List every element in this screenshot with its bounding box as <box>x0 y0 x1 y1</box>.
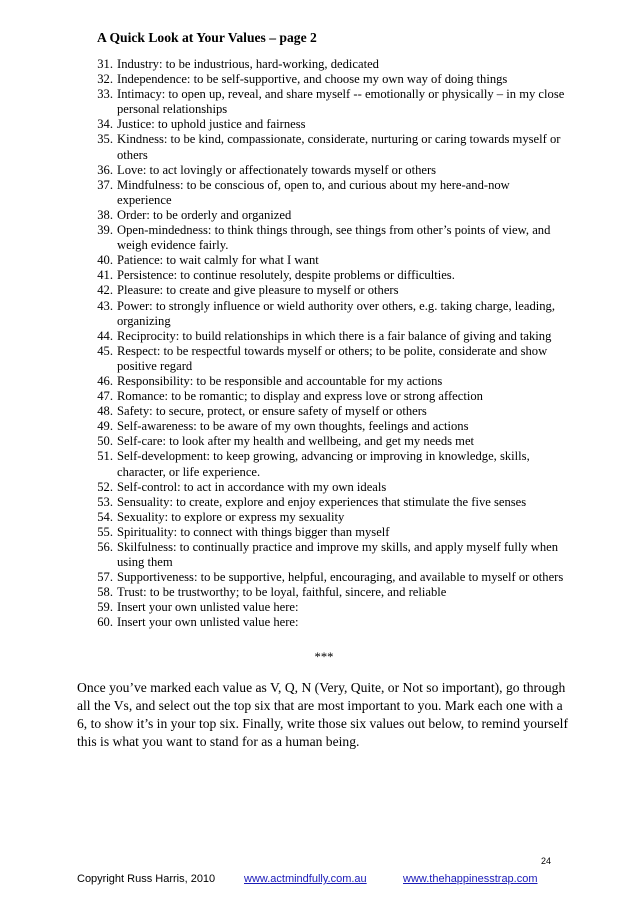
footer-link-happinesstrap[interactable]: www.thehappinesstrap.com <box>403 873 538 885</box>
list-item-text: Independence: to be self-supportive, and choose my own way of doing things <box>117 72 508 87</box>
list-item-number: 54. <box>97 509 113 524</box>
list-item-number: 59. <box>97 600 113 615</box>
list-item-number: 55. <box>97 524 113 539</box>
list-item <box>0 510 638 525</box>
list-item <box>0 253 638 268</box>
list-item <box>0 57 638 72</box>
list-item-number: 49. <box>97 419 113 434</box>
list-item <box>0 585 638 600</box>
list-item-text: Patience: to wait calmly for what I want <box>117 253 319 268</box>
list-item-text: Self-development: to keep growing, advancing or improving in knowledge, skills, character, or life experience. <box>117 449 530 479</box>
list-item-number: 52. <box>97 479 113 494</box>
list-item <box>0 268 638 283</box>
list-item-text: Self-care: to look after my health and wellbeing, and get my needs met <box>117 434 475 449</box>
footer-copyright: Copyright Russ Harris, 2010 <box>77 873 216 885</box>
list-item-text: Intimacy: to open up, reveal, and share myself -- emotionally or physically – in my close personal relationships <box>117 87 565 117</box>
list-item <box>0 389 638 404</box>
list-item <box>0 163 638 178</box>
list-item-number: 48. <box>97 404 113 419</box>
list-item-text: Open-mindedness: to think things through, see things from other’s points of view, and weigh evidence fairly. <box>117 223 551 253</box>
list-item-number: 35. <box>97 132 113 147</box>
list-item <box>0 434 638 449</box>
list-item-number: 60. <box>97 615 113 630</box>
list-item <box>0 117 638 132</box>
list-item-text: Supportiveness: to be supportive, helpful, encouraging, and available to myself or others <box>117 570 564 585</box>
list-item-number: 40. <box>97 253 113 268</box>
list-item-text: Self-awareness: to be aware of my own thoughts, feelings and actions <box>117 419 469 434</box>
list-item-number: 41. <box>97 268 113 283</box>
list-item <box>0 525 638 540</box>
instructions-paragraph: Once you’ve marked each value as V, Q, N (Very, Quite, or Not so important), go through all the Vs, and select out the top six that are most important to you. Mark each one with a 6, to show it’s in your top six. Finally, write those six values out below, to remind yourself this is what you want to stand for as a human being. <box>77 680 568 749</box>
list-item <box>0 329 638 344</box>
list-item-text: Mindfulness: to be conscious of, open to, and curious about my here-and-now experience <box>117 177 510 207</box>
list-item-number: 38. <box>97 207 113 222</box>
list-item <box>0 344 638 374</box>
list-item <box>0 72 638 87</box>
list-item-number: 42. <box>97 283 113 298</box>
list-item <box>0 87 638 117</box>
list-item-number: 33. <box>97 87 113 102</box>
list-item-text: Safety: to secure, protect, or ensure safety of myself or others <box>117 404 427 419</box>
list-item-text: Pleasure: to create and give pleasure to myself or others <box>117 283 399 298</box>
list-item <box>0 570 638 585</box>
list-item <box>0 283 638 298</box>
list-item-number: 53. <box>97 494 113 509</box>
list-item <box>0 419 638 434</box>
list-item-text: Kindness: to be kind, compassionate, considerate, nurturing or caring towards myself or others <box>117 132 561 162</box>
list-item-text: Sensuality: to create, explore and enjoy experiences that stimulate the five senses <box>117 494 527 509</box>
list-item <box>0 540 638 570</box>
list-item-text: Justice: to uphold justice and fairness <box>117 117 306 132</box>
page-number: 24 <box>541 856 552 866</box>
list-item-number: 47. <box>97 389 113 404</box>
footer-link-actmindfully[interactable]: www.actmindfully.com.au <box>244 873 367 885</box>
list-item-number: 36. <box>97 162 113 177</box>
list-item-number: 45. <box>97 343 113 358</box>
list-item-number: 31. <box>97 57 113 71</box>
list-item-number: 57. <box>97 570 113 585</box>
list-item <box>0 299 638 329</box>
list-item-text: Self-control: to act in accordance with my own ideals <box>117 479 387 494</box>
list-item <box>0 374 638 389</box>
list-item-text: Responsibility: to be responsible and accountable for my actions <box>117 373 443 388</box>
list-item-text: Respect: to be respectful towards myself or others; to be polite, considerate and show positive regard <box>117 343 548 373</box>
list-item-number: 43. <box>97 298 113 313</box>
list-item <box>0 480 638 495</box>
list-item-number: 46. <box>97 373 113 388</box>
list-item <box>0 208 638 223</box>
list-item-text: Reciprocity: to build relationships in which there is a fair balance of giving and taking <box>117 328 552 343</box>
list-item-number: 56. <box>97 540 113 554</box>
list-item <box>0 132 638 162</box>
list-item-number: 51. <box>97 449 113 464</box>
list-item-text: Persistence: to continue resolutely, despite problems or difficulties. <box>117 268 455 283</box>
list-item-number: 37. <box>97 177 113 192</box>
list-item-number: 34. <box>97 117 113 132</box>
footer <box>0 873 638 889</box>
list-item-number: 44. <box>97 328 113 343</box>
list-item-number: 32. <box>97 72 113 87</box>
list-item-text: Trust: to be trustworthy; to be loyal, faithful, sincere, and reliable <box>117 585 447 600</box>
list-item-text: Order: to be orderly and organized <box>117 207 292 222</box>
list-item <box>0 600 638 615</box>
page-title: A Quick Look at Your Values – page 2 <box>97 30 317 45</box>
list-item-text: Skilfulness: to continually practice and improve my skills, and apply myself fully when using them <box>117 540 559 570</box>
list-item-text: Power: to strongly influence or wield authority over others, e.g. taking charge, leading, organizing <box>117 298 555 328</box>
list-item <box>0 178 638 208</box>
list-item <box>0 449 638 479</box>
values-list <box>0 57 638 631</box>
list-item-number: 50. <box>97 434 113 449</box>
list-item-text: Romance: to be romantic; to display and express love or strong affection <box>117 389 483 404</box>
list-item-number: 39. <box>97 223 113 238</box>
list-item <box>0 223 638 253</box>
list-item-number: 58. <box>97 585 113 600</box>
list-item-text: Industry: to be industrious, hard-working, dedicated <box>117 57 379 71</box>
section-separator: *** <box>314 650 334 664</box>
list-item <box>0 615 638 630</box>
list-item <box>0 495 638 510</box>
list-item <box>0 404 638 419</box>
list-item-text: Insert your own unlisted value here: <box>117 615 299 630</box>
list-item-text: Spirituality: to connect with things bigger than myself <box>117 524 390 539</box>
list-item-text: Insert your own unlisted value here: <box>117 600 299 615</box>
list-item-text: Sexuality: to explore or express my sexuality <box>117 509 345 524</box>
list-item-text: Love: to act lovingly or affectionately towards myself or others <box>117 162 437 177</box>
